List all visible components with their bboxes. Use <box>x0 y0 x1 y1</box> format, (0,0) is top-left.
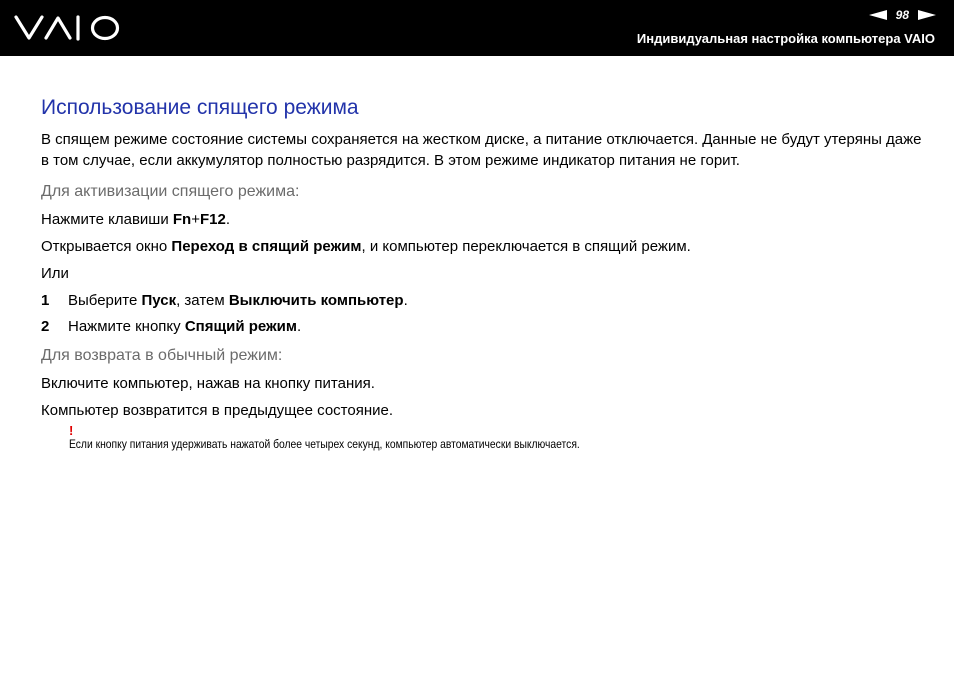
warning-text: Если кнопку питания удерживать нажатой более четырех секунд, компьютер автоматически выключается. <box>69 437 580 451</box>
key-fn: Fn <box>172 211 192 228</box>
warning-icon: ! <box>69 423 74 438</box>
or-text: Или <box>41 265 69 282</box>
next-page-arrow-icon[interactable] <box>918 10 936 20</box>
section-title: Использование спящего режима <box>41 96 359 119</box>
step-2: 2 Нажмите кнопку Спящий режим. <box>41 318 302 335</box>
resume-line-2: Компьютер возвратится в предыдущее состояние. <box>41 402 393 419</box>
step-1: 1 Выберите Пуск, затем Выключить компьютер. <box>41 292 408 309</box>
page-navigation <box>869 8 936 22</box>
activate-line-1: Нажмите клавиши Fn+F12. <box>41 211 230 228</box>
main-content <box>41 95 931 427</box>
page-header <box>0 0 954 56</box>
previous-page-arrow-icon[interactable] <box>869 10 887 20</box>
vaio-logo <box>14 15 120 46</box>
warning-note <box>69 424 663 451</box>
key-f12: F12 <box>199 211 226 228</box>
resume-heading: Для возврата в обычный режим: <box>41 347 283 364</box>
page-number: 98 <box>895 8 909 22</box>
resume-line-1: Включите компьютер, нажав на кнопку питания. <box>41 375 375 392</box>
activate-heading: Для активизации спящего режима: <box>41 183 300 200</box>
activate-line-2: Открывается окно Переход в спящий режим, и компьютер переключается в спящий режим. <box>41 238 691 255</box>
intro-paragraph: В спящем режиме состояние системы сохраняется на жестком диске, а питание отключается. Данные не будут утеряны даже в том случае, если аккумулятор полностью разрядится. В этом режиме индикатор питания не горит. <box>41 131 922 169</box>
header-title: Индивидуальная настройка компьютера VAIO <box>636 31 935 46</box>
